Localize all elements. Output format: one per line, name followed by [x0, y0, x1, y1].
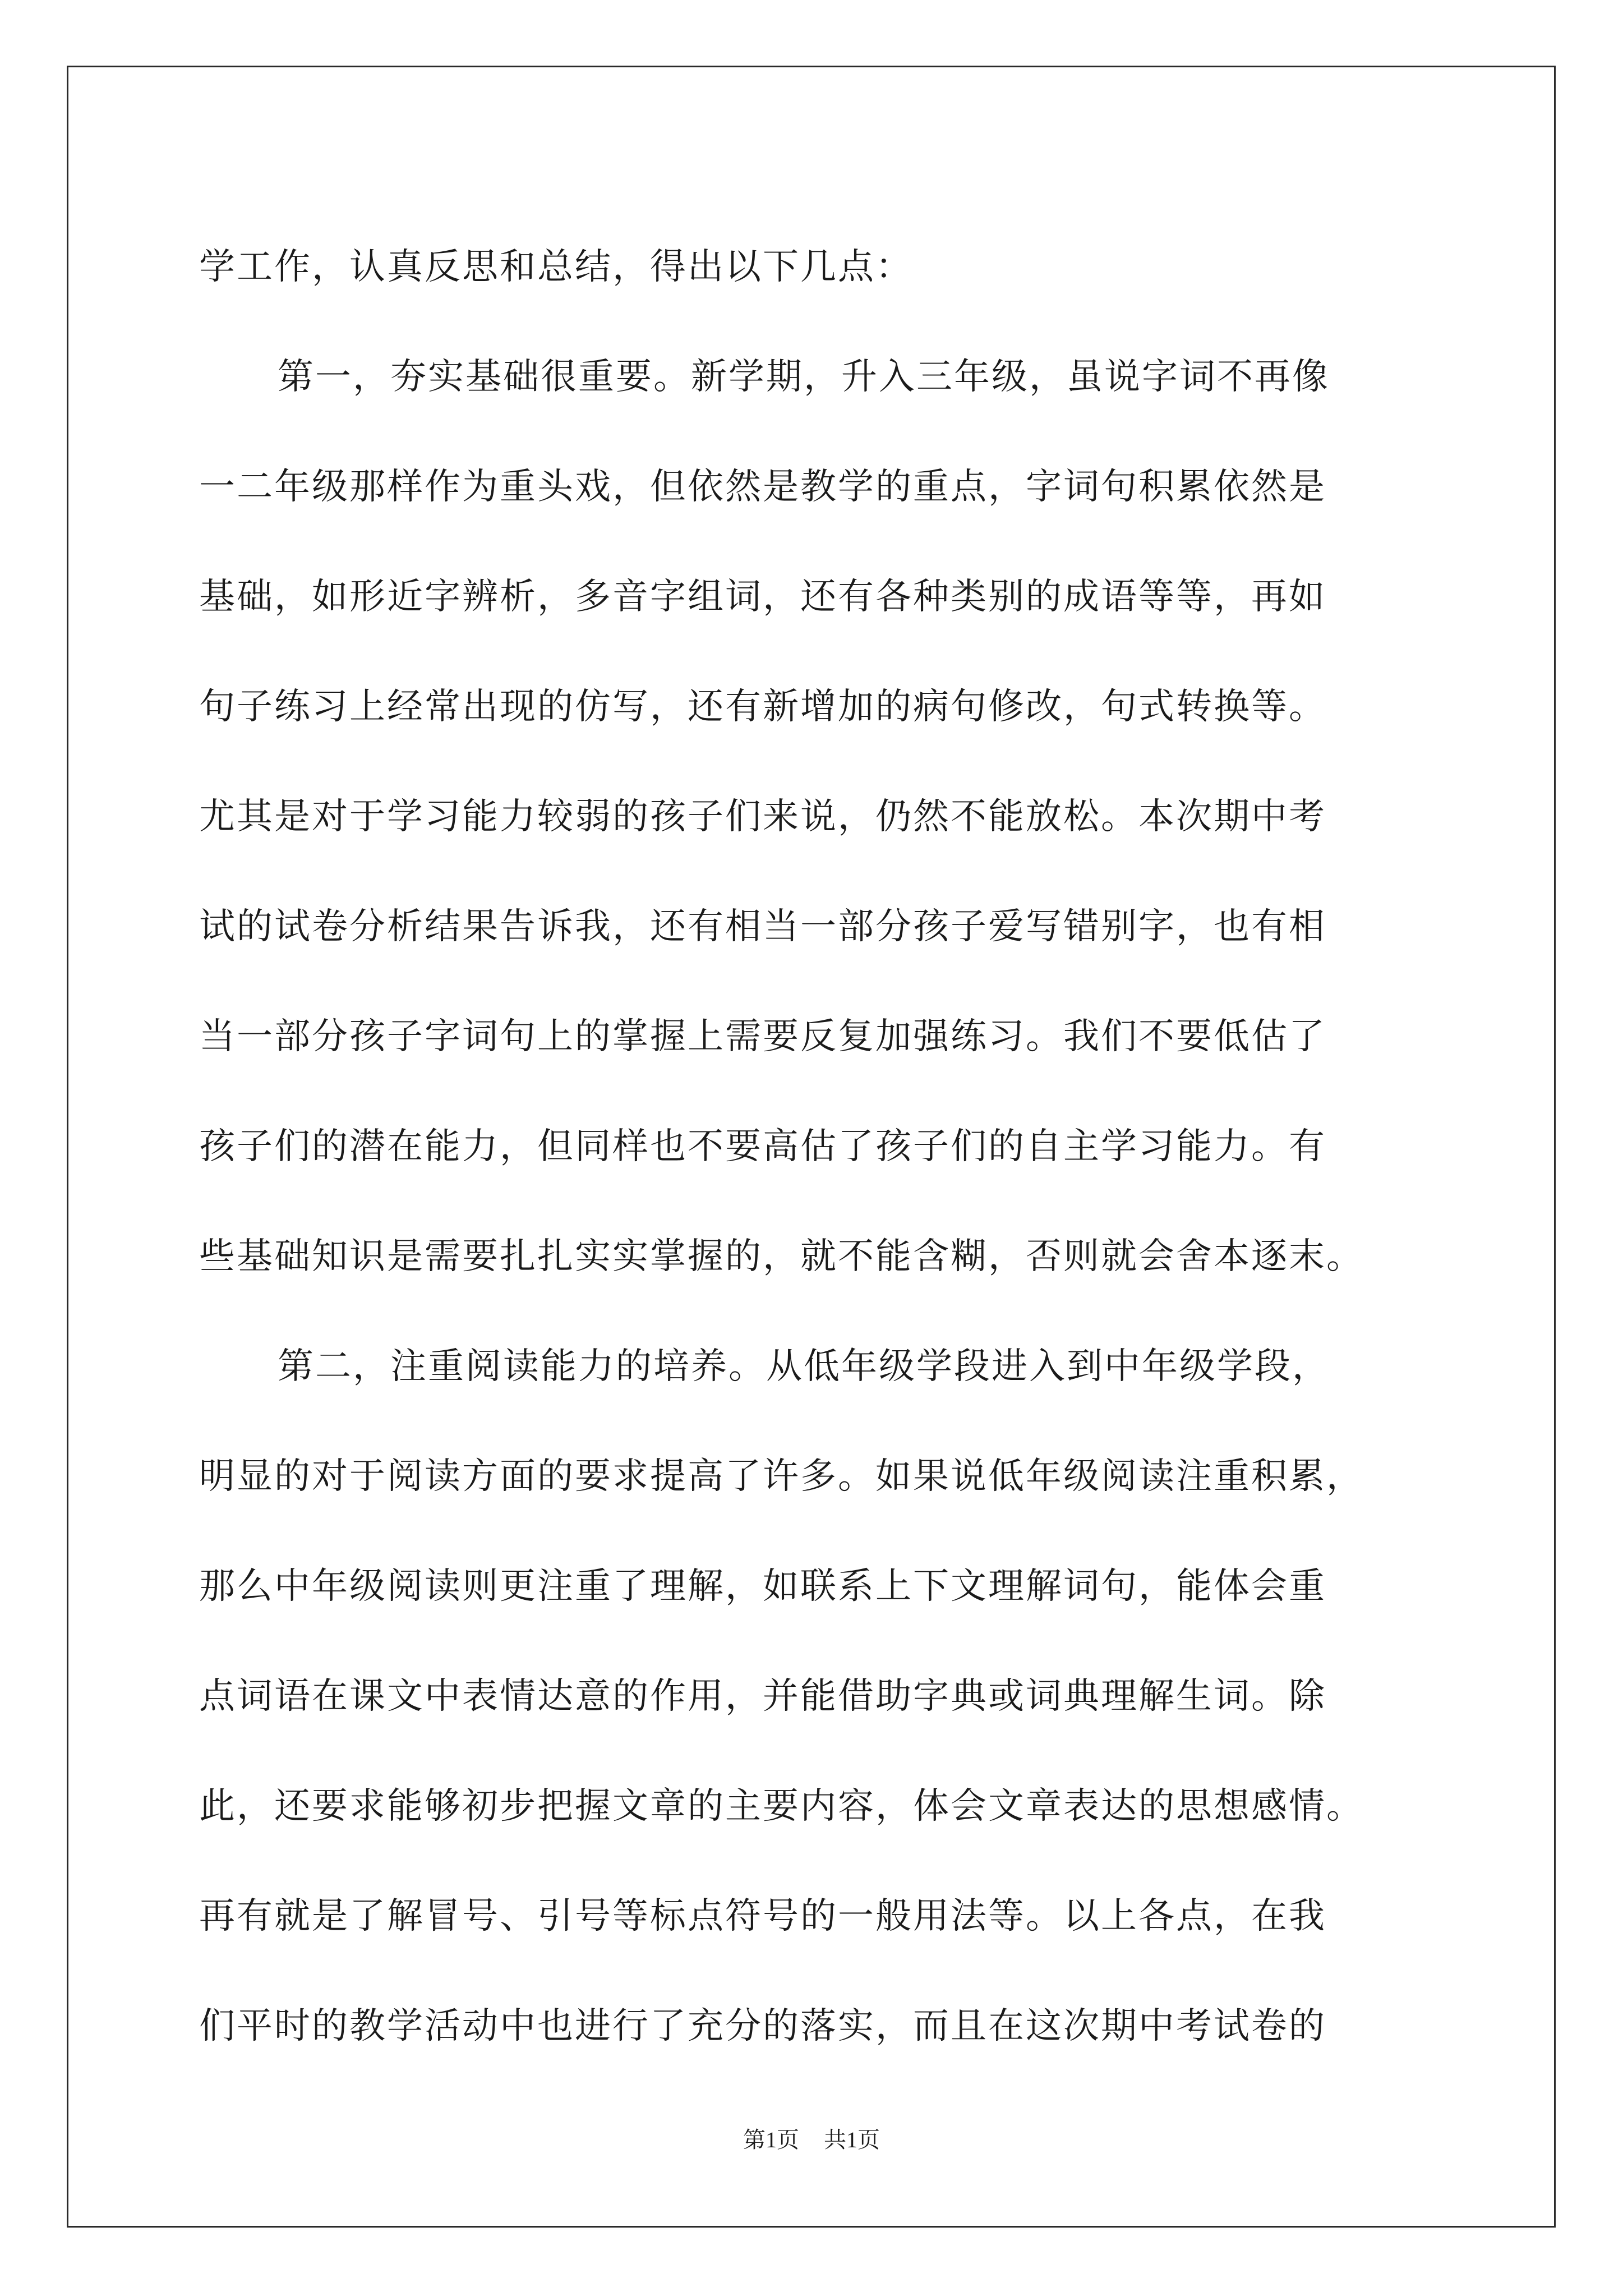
paragraph-line: 试的试卷分析结果告诉我，还有相当一部分孩子爱写错别字，也有相 [199, 906, 1326, 947]
paragraph-line: 第二，注重阅读能力的培养。从低年级学段进入到中年级学段， [278, 1346, 1330, 1387]
page-total: 共1页 [824, 2127, 880, 2152]
paragraph-line: 当一部分孩子字词句上的掌握上需要反复加强练习。我们不要低估了 [199, 1016, 1326, 1057]
paragraph-line: 基础，如形近字辨析，多音字组词，还有各种类别的成语等等，再如 [199, 576, 1326, 618]
paragraph-line: 那么中年级阅读则更注重了理解，如联系上下文理解词句，能体会重 [199, 1566, 1326, 1607]
paragraph-line: 点词语在课文中表情达意的作用，并能借助字典或词典理解生词。除 [199, 1676, 1326, 1717]
paragraph-line: 一二年级那样作为重头戏，但依然是教学的重点，字词句积累依然是 [199, 466, 1326, 508]
paragraph-line: 第一，夯实基础很重要。新学期，升入三年级，虽说字词不再像 [278, 356, 1330, 398]
paragraph-line: 句子练习上经常出现的仿写，还有新增加的病句修改，句式转换等。 [199, 686, 1326, 728]
page-footer [0, 2126, 1623, 2154]
paragraph-line: 们平时的教学活动中也进行了充分的落实，而且在这次期中考试卷的 [199, 2005, 1326, 2047]
paragraph-line: 些基础知识是需要扎扎实实掌握的，就不能含糊，否则就会舍本逐末。 [199, 1236, 1364, 1277]
paragraph-line: 明显的对于阅读方面的要求提高了许多。如果说低年级阅读注重积累， [199, 1456, 1364, 1497]
page-number: 第1页 [743, 2127, 799, 2152]
paragraph-line: 此，还要求能够初步把握文章的主要内容，体会文章表达的思想感情。 [199, 1786, 1364, 1827]
paragraph-line: 学工作，认真反思和总结，得出以下几点： [199, 246, 913, 288]
paragraph-line: 尤其是对于学习能力较弱的孩子们来说，仍然不能放松。本次期中考 [199, 796, 1326, 838]
paragraph-line: 再有就是了解冒号、引号等标点符号的一般用法等。以上各点，在我 [199, 1895, 1326, 1937]
document-body [199, 212, 1427, 2081]
paragraph-line: 孩子们的潜在能力，但同样也不要高估了孩子们的自主学习能力。有 [199, 1126, 1326, 1167]
